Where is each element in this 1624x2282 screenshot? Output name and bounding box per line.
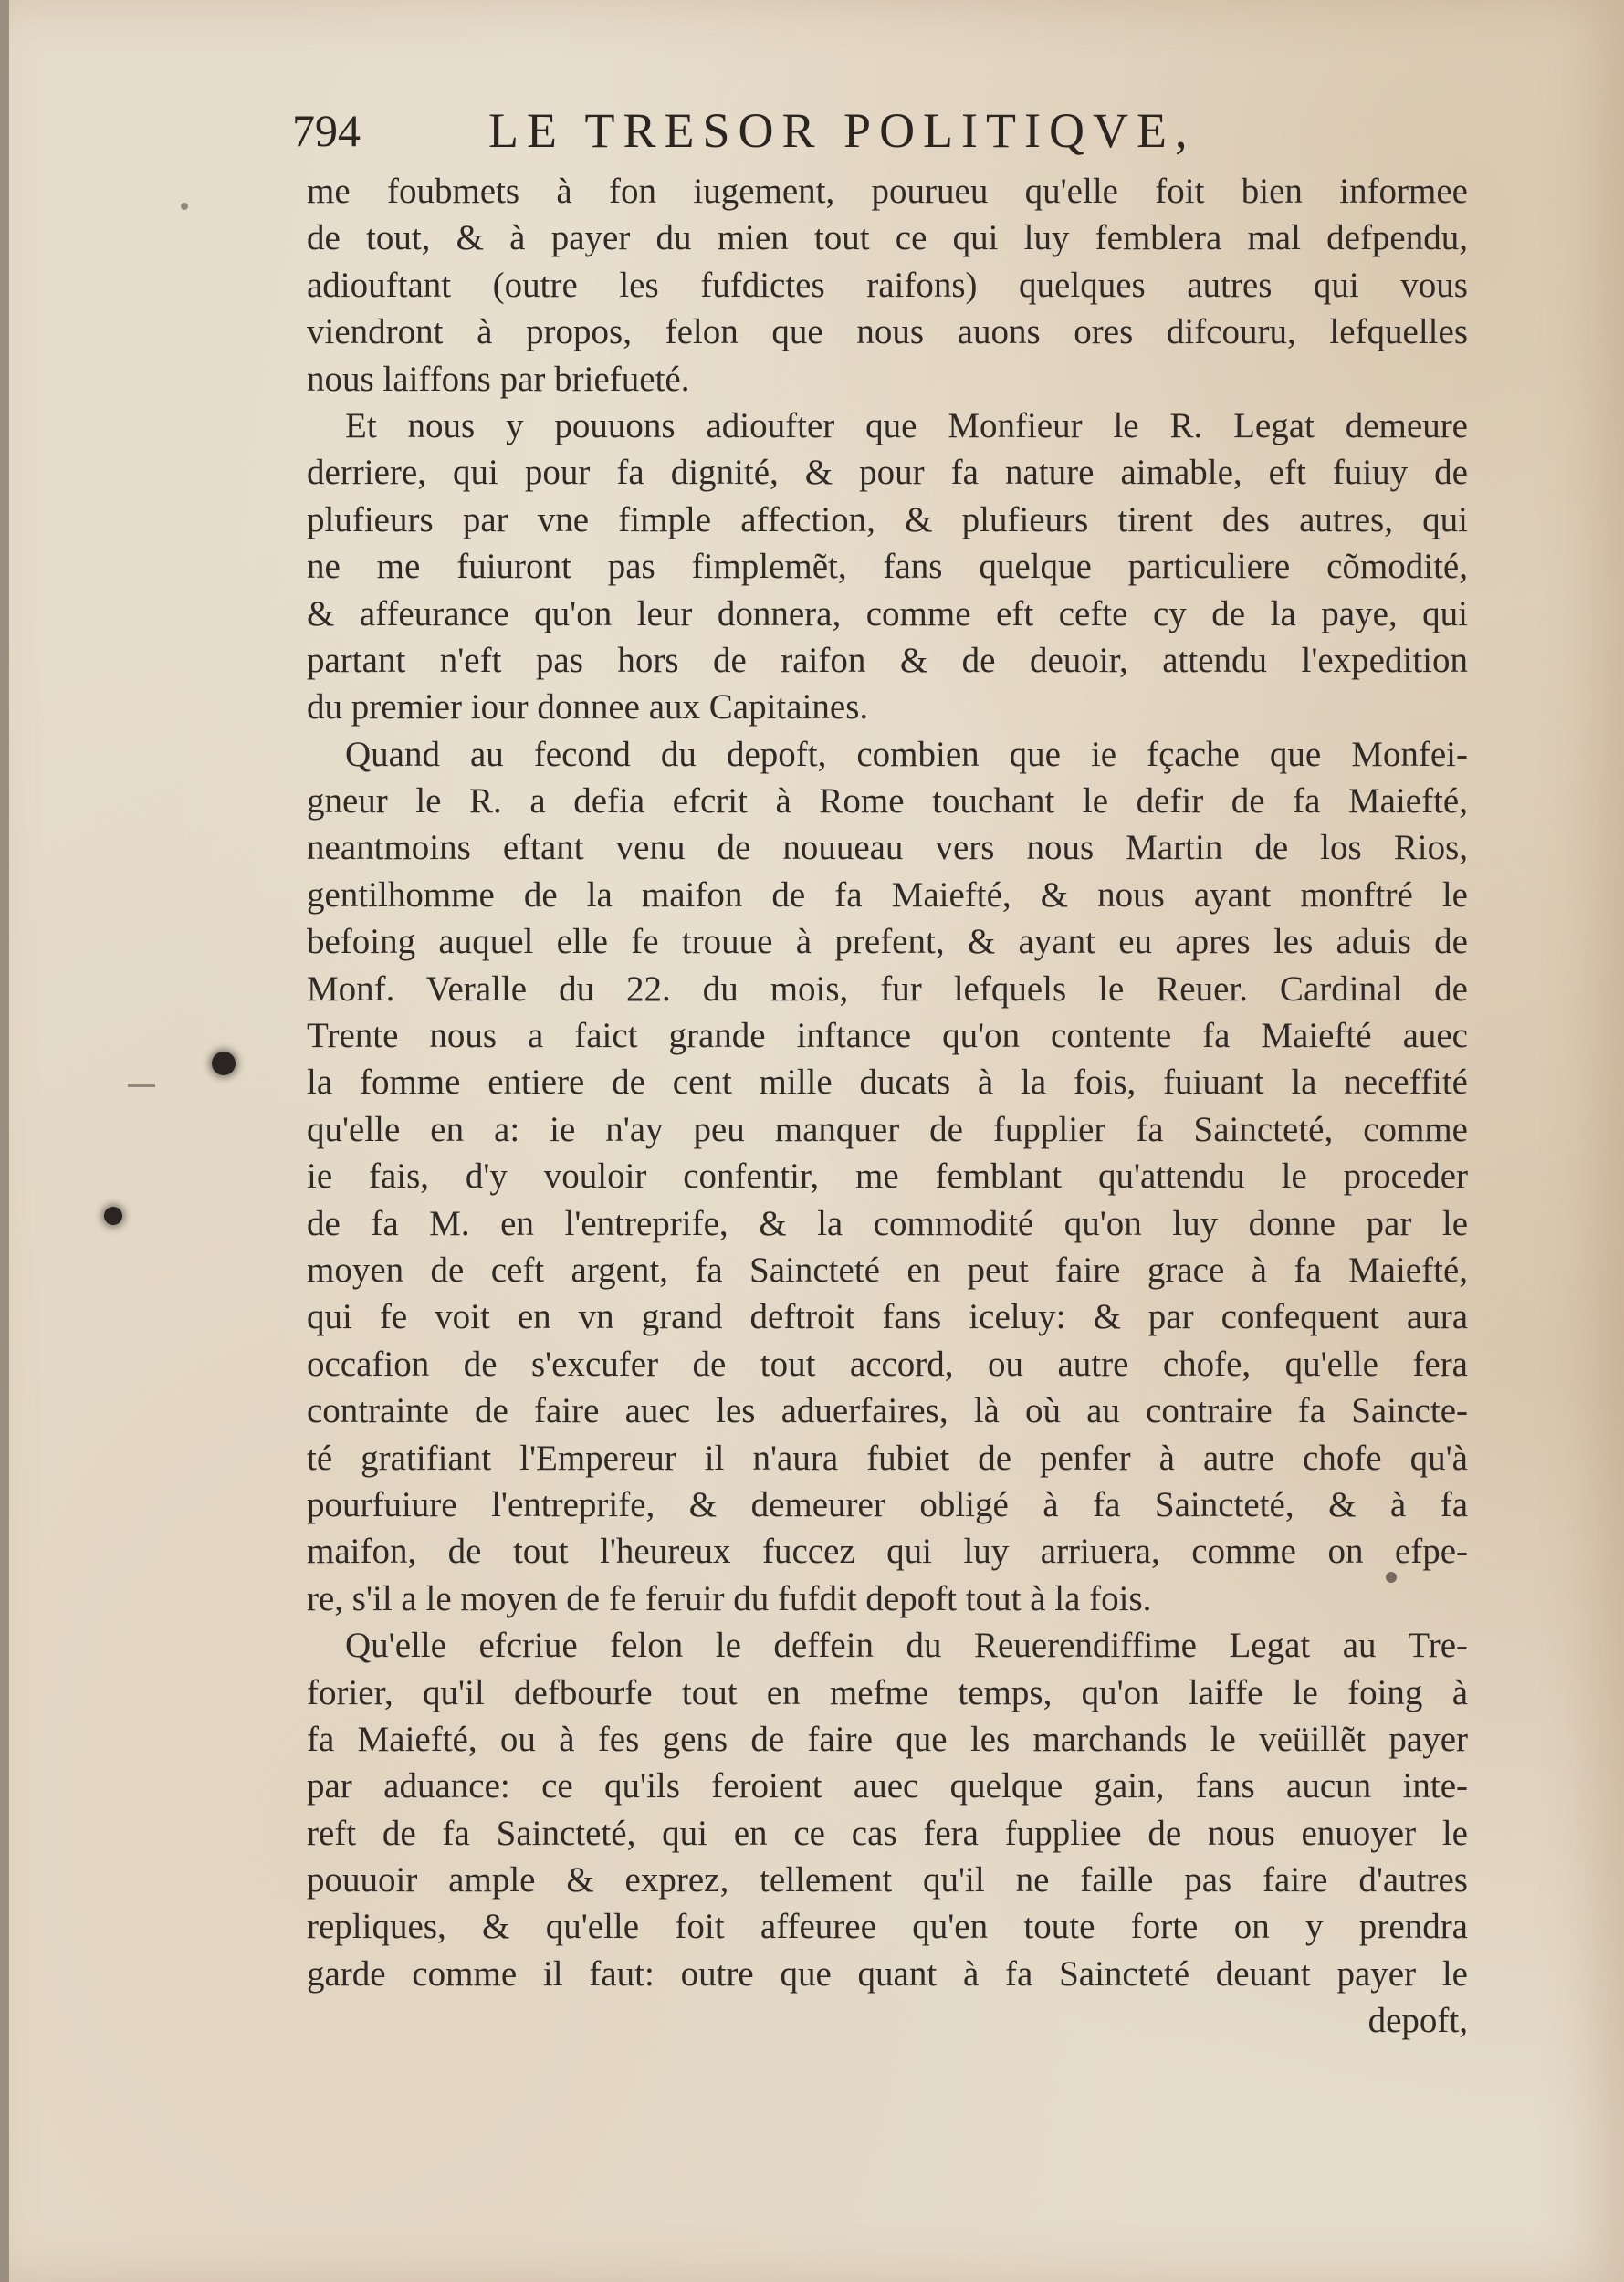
text-line: forier, qu'il defbourfe tout en mefme temps, qu'on laiffe le foing à: [307, 1672, 1468, 1712]
book-page: [9, 0, 1624, 2282]
text-line: garde comme il faut: outre que quant à fa Saincteté deuant payer le: [307, 1953, 1468, 1994]
text-line: maifon, de tout l'heureux fuccez qui luy arriuera, comme on efpe-: [307, 1532, 1468, 1572]
text-line: ie fais, d'y vouloir confentir, me femblant qu'attendu le proceder: [307, 1157, 1468, 1197]
text-line: la fomme entiere de cent mille ducats à la fois, fuiuant la neceffité: [307, 1062, 1468, 1103]
text-line: gneur le R. a defia efcrit à Rome touchant le defir de fa Maiefté,: [307, 781, 1468, 822]
paragraph-start: Qu'elle efcriue felon le deffein du Reuerendiffime Legat au Tre-: [345, 1626, 1468, 1666]
catchword: depoft,: [1367, 2001, 1468, 2041]
text-line: ne me fuiuront pas fimplemẽt, fans quelque particuliere cõmodité,: [307, 547, 1468, 587]
text-line: neantmoins eftant venu de nouueau vers nous Martin de los Rios,: [307, 828, 1468, 868]
margin-mark: [181, 203, 188, 210]
paragraph-start: Quand au fecond du depoft, combien que ie fçache que Monfei-: [345, 734, 1468, 774]
text-line: occafion de s'excufer de tout accord, ou autre chofe, qu'elle fera: [307, 1344, 1468, 1384]
text-line: nous laiffons par briefueté.: [307, 359, 690, 399]
body-text: [307, 168, 1468, 2045]
text-line: reft de fa Saincteté, qui en ce cas fera fuppliee de nous enuoyer le: [307, 1813, 1468, 1853]
text-line: moyen de ceft argent, fa Saincteté en peut faire grace à fa Maiefté,: [307, 1250, 1468, 1290]
text-line: derriere, qui pour fa dignité, & pour fa nature aimable, eft fuiuy de: [307, 453, 1468, 493]
text-line: plufieurs par vne fimple affection, & plufieurs tirent des autres, qui: [307, 499, 1468, 539]
text-line: gentilhomme de la maifon de fa Maiefté, & nous ayant monftré le: [307, 874, 1468, 915]
text-line: contrainte de faire auec les aduerfaires, là où au contraire fa Saincte-: [307, 1391, 1468, 1431]
text-line: de fa M. en l'entreprife, & la commodité qu'on luy donne par le: [307, 1203, 1468, 1243]
text-line: pouuoir ample & exprez, tellement qu'il ne faille pas faire d'autres: [307, 1860, 1468, 1900]
ink-spot: [212, 1052, 236, 1075]
text-line: me foubmets à fon iugement, pourueu qu'elle foit bien informee: [307, 172, 1468, 211]
page-number: 794: [292, 105, 361, 156]
text-line: du premier iour donnee aux Capitaines.: [307, 687, 869, 728]
text-line: adiouftant (outre les fufdictes raifons) quelques autres qui vous: [307, 265, 1468, 305]
text-line: fa Maiefté, ou à fes gens de faire que les marchands le veüillẽt payer: [307, 1719, 1468, 1759]
text-line: repliques, & qu'elle foit affeuree qu'en toute forte on y prendra: [307, 1907, 1468, 1947]
text-line: befoing auquel elle fe trouue à prefent, & ayant eu apres les aduis de: [307, 922, 1468, 962]
text-line: & affeurance qu'on leur donnera, comme eft cefte cy de la paye, qui: [307, 593, 1468, 633]
text-line: Trente nous a faict grande inftance qu'on contente fa Maiefté auec: [307, 1016, 1468, 1056]
margin-mark: [1386, 1572, 1397, 1583]
text-line: re, s'il a le moyen de fe feruir du fufdit depoft tout à la fois.: [307, 1578, 1152, 1618]
text-line: partant n'eft pas hors de raifon & de deuoir, attendu l'expedition: [307, 640, 1468, 680]
paragraph-start: Et nous y pouuons adioufter que Monfieur le R. Legat demeure: [345, 405, 1468, 445]
ink-spot: [104, 1207, 122, 1225]
text-line: viendront à propos, felon que nous auons ores difcouru, lefquelles: [307, 312, 1468, 352]
page-header: [292, 91, 1497, 164]
text-line: pourfuiure l'entreprife, & demeurer obligé à fa Saincteté, & à fa: [307, 1484, 1468, 1524]
text-line: de tout, & à payer du mien tout ce qui luy femblera mal defpendu,: [307, 218, 1468, 258]
text-line: par aduance: ce qu'ils feroient auec quelque gain, fans aucun inte-: [307, 1766, 1468, 1806]
running-title: LE TRESOR POLITIQVE,: [488, 103, 1196, 158]
text-line: qui fe voit en vn grand deftroit fans iceluy: & par confequent aura: [307, 1297, 1468, 1337]
text-line: té gratifiant l'Empereur il n'aura fubiet de penfer à autre chofe qu'à: [307, 1438, 1468, 1478]
text-line: Monf. Veralle du 22. du mois, fur lefquels le Reuer. Cardinal de: [307, 968, 1468, 1009]
margin-mark: [128, 1084, 155, 1087]
text-line: qu'elle en a: ie n'ay peu manquer de fupplier fa Saincteté, comme: [307, 1109, 1468, 1149]
